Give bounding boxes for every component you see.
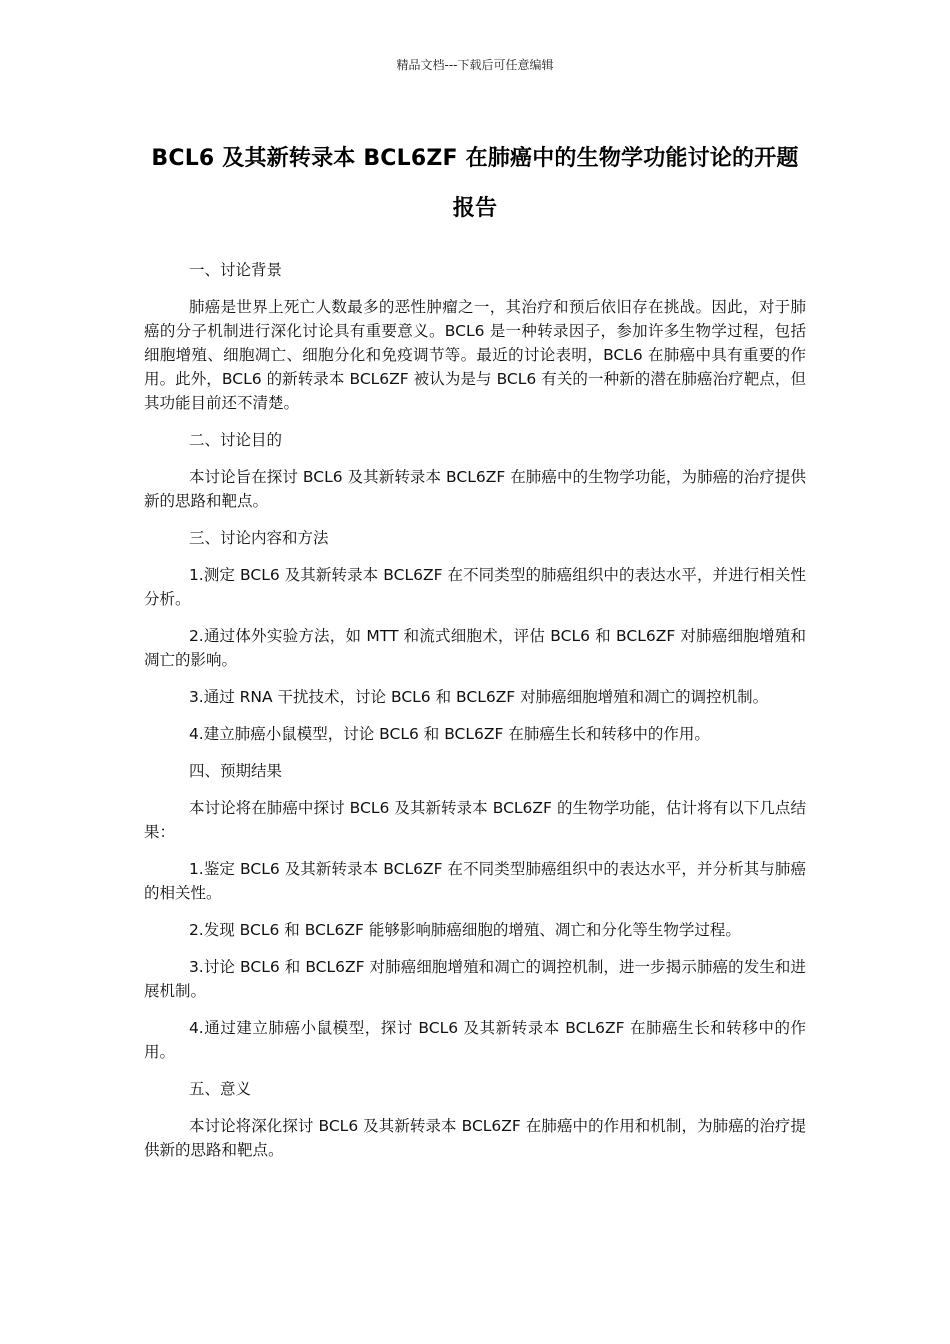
section-heading-background: 一、讨论背景 [188, 261, 282, 279]
section-heading-methods: 三、讨论内容和方法 [188, 529, 329, 547]
paragraph-method-3: 3.通过 RNA 干扰技术，讨论 BCL6 和 BCL6ZF 对肺癌细胞增殖和凋亡的调控机制。 [188, 688, 769, 706]
paragraph-background: 肺癌是世界上死亡人数最多的恶性肿瘤之一，其治疗和预后依旧存在挑战。因此，对于肺癌的分子机制进行深化讨论具有重要意义。BCL6 是一种转录因子，参加许多生物学过程，包括细胞增殖、细胞凋亡、细胞分化和免疫调节等。最近的讨论表明，BCL6 在肺癌中具有重要的作用。此外，BCL6 的新转录本 BCL6ZF 被认为是与 BCL6 有关的一种新的潜在肺癌治疗靶点，但其功能目前还不清楚。 [144, 298, 806, 412]
section-heading-significance: 五、意义 [188, 1080, 251, 1098]
paragraph-result-3: 3.讨论 BCL6 和 BCL6ZF 对肺癌细胞增殖和凋亡的调控机制，进一步揭示肺癌的发生和进展机制。 [144, 958, 806, 1000]
page-header-watermark: 精品文档---下载后可任意编辑 [396, 58, 554, 72]
section-heading-objective: 二、讨论目的 [188, 431, 282, 449]
paragraph-result-4: 4.通过建立肺癌小鼠模型，探讨 BCL6 及其新转录本 BCL6ZF 在肺癌生长和转移中的作用。 [144, 1019, 806, 1061]
paragraph-result-1: 1.鉴定 BCL6 及其新转录本 BCL6ZF 在不同类型肺癌组织中的表达水平，并分析其与肺癌的相关性。 [144, 860, 806, 902]
paragraph-method-4: 4.建立肺癌小鼠模型，讨论 BCL6 和 BCL6ZF 在肺癌生长和转移中的作用。 [188, 725, 710, 743]
paragraph-significance: 本讨论将深化探讨 BCL6 及其新转录本 BCL6ZF 在肺癌中的作用和机制，为肺癌的治疗提供新的思路和靶点。 [144, 1117, 806, 1159]
document-body [144, 258, 806, 1175]
paragraph-method-2: 2.通过体外实验方法，如 MTT 和流式细胞术，评估 BCL6 和 BCL6ZF 对肺癌细胞增殖和凋亡的影响。 [144, 627, 806, 669]
paragraph-result-2: 2.发现 BCL6 和 BCL6ZF 能够影响肺癌细胞的增殖、凋亡和分化等生物学过程。 [188, 921, 741, 939]
section-heading-expected-results: 四、预期结果 [188, 762, 282, 780]
paragraph-method-1: 1.测定 BCL6 及其新转录本 BCL6ZF 在不同类型的肺癌组织中的表达水平，并进行相关性分析。 [144, 566, 806, 608]
paragraph-objective: 本讨论旨在探讨 BCL6 及其新转录本 BCL6ZF 在肺癌中的生物学功能，为肺癌的治疗提供新的思路和靶点。 [144, 468, 806, 510]
paragraph-expected-intro: 本讨论将在肺癌中探讨 BCL6 及其新转录本 BCL6ZF 的生物学功能，估计将有以下几点结果： [144, 799, 806, 841]
document-title: BCL6 及其新转录本 BCL6ZF 在肺癌中的生物学功能讨论的开题报告 [151, 146, 799, 221]
